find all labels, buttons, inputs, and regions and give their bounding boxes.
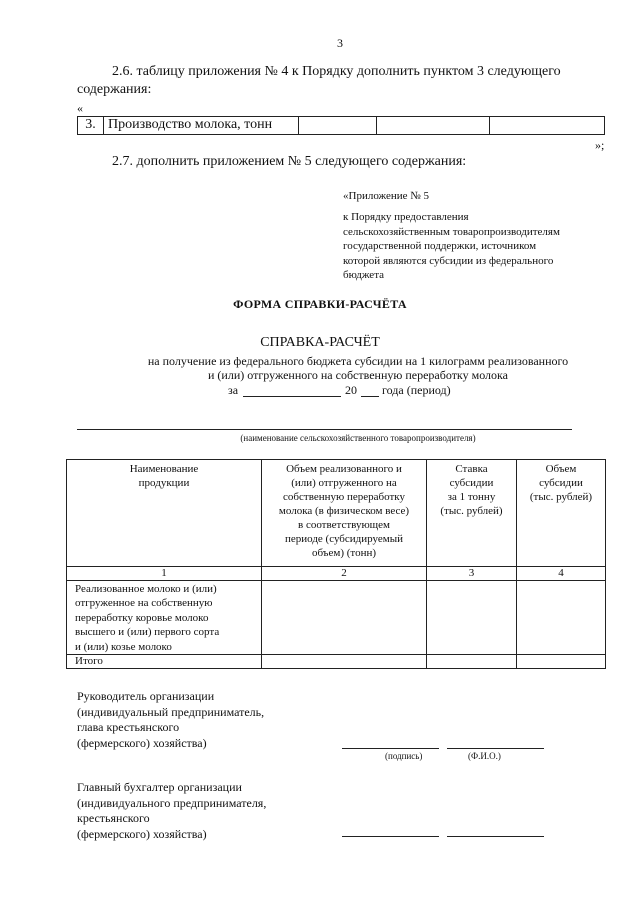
row-milk-subsidy (517, 581, 606, 655)
appendix-title: «Приложение № 5 (343, 190, 430, 202)
paragraph-2-7: 2.7. дополнить приложением № 5 следующего содержания: (112, 154, 467, 169)
signature-caption: (подпись) (385, 751, 423, 761)
spravka-line1: на получение из федерального бюджета субсидии на 1 килограмм реализованного (147, 354, 569, 368)
row-milk-volume (262, 581, 427, 655)
page-number: 3 (337, 36, 343, 50)
appendix-text (343, 210, 560, 283)
period-blank (243, 396, 341, 397)
appendix-line: которой являются субсидии из федерального (343, 254, 554, 267)
col-number: 3 (427, 567, 517, 581)
period-prefix: за (228, 383, 239, 397)
period-year: 20 (345, 383, 357, 397)
row-milk-label: Реализованное молоко и (или) отгруженное на собственную переработку коровье молоко высшего и (или) первого сорта и (или) козье молоко (67, 581, 262, 655)
table-row (67, 581, 606, 655)
name-line-2 (447, 836, 544, 837)
total-label: Итого (67, 655, 262, 669)
name-line (447, 748, 544, 749)
producer-line (77, 429, 572, 430)
close-quote: »; (595, 138, 605, 152)
open-quote: « (77, 101, 83, 115)
form-title: ФОРМА СПРАВКИ-РАСЧЁТА (233, 297, 407, 311)
col-number: 2 (262, 567, 427, 581)
col-number: 4 (517, 567, 606, 581)
signature2-title: Главный бухгалтер организации (индивидуального предпринимателя, крестьянского (фермерского) хозяйства) (77, 780, 267, 841)
main-table (66, 459, 606, 669)
appendix-line: бюджета (343, 269, 385, 281)
appendix-line: сельскохозяйственным товаропроизводителям (343, 225, 560, 238)
spravka-line2: и (или) отгруженного на собственную переработку молока (208, 368, 508, 382)
col-number: 1 (67, 567, 262, 581)
header-rate: Ставка субсидии за 1 тонну (тыс. рублей) (427, 460, 517, 567)
year-blank (361, 396, 379, 397)
appendix-line: к Порядку предоставления (343, 211, 469, 223)
small-table-name: Производство молока, тонн (108, 117, 273, 132)
table-header-row (67, 460, 606, 567)
header-subsidy: Объем субсидии (тыс. рублей) (517, 460, 606, 567)
appendix-line: государственной поддержки, источником (343, 240, 537, 252)
table-total-row (67, 655, 606, 669)
header-name: Наименование продукции (67, 460, 262, 567)
small-table (77, 116, 605, 135)
signature-line (342, 748, 439, 749)
table-number-row (67, 567, 606, 581)
name-caption: (Ф.И.О.) (468, 751, 501, 761)
paragraph-2-6-cont: содержания: (77, 82, 152, 97)
period-suffix: года (период) (382, 383, 451, 397)
signature-line-2 (342, 836, 439, 837)
small-table-num: 3. (85, 117, 96, 132)
spravka-title: СПРАВКА-РАСЧЁТ (260, 335, 380, 350)
signature1-title: Руководитель организации (индивидуальный предприниматель, глава крестьянского (фермерского) хозяйства) (77, 689, 265, 750)
producer-caption: (наименование сельскохозяйственного товаропроизводителя) (240, 433, 476, 443)
header-volume: Объем реализованного и (или) отгруженного на собственную переработку молока (в физическом весе) в соответствующем периоде (субсидируемый объем) (тонн) (262, 460, 427, 567)
paragraph-2-6: 2.6. таблицу приложения № 4 к Порядку дополнить пунктом 3 следующего (112, 64, 561, 79)
row-milk-rate (427, 581, 517, 655)
